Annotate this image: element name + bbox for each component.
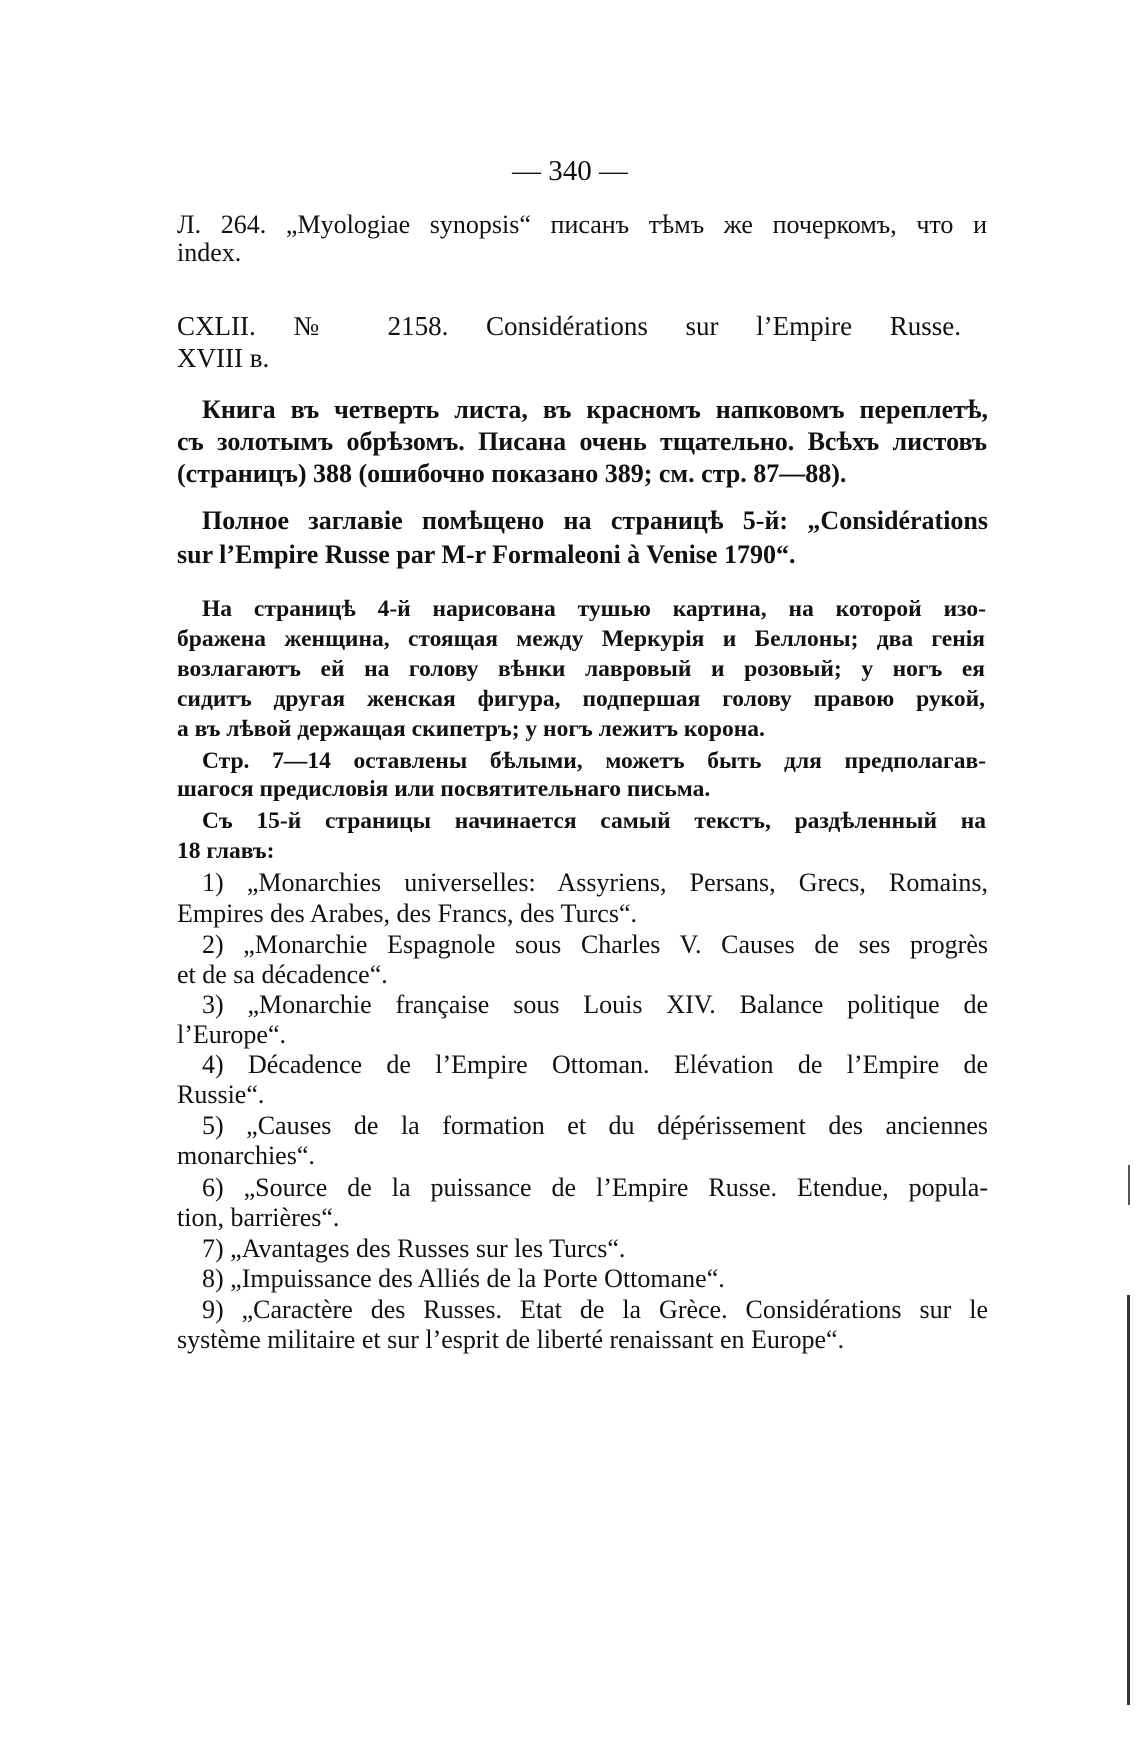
chapter-4-line-1: 4) Décadence de l’Empire Ottoman. Elévation de l’Empire de [202, 1050, 988, 1079]
chapter-6-line-2: tion, barrières“. [177, 1203, 340, 1232]
blank-pages-line-1: Стр. 7—14 оставлены бѣлыми, можетъ быть для предполагав- [202, 748, 986, 774]
chapter-7-line-1: 7) „Avantages des Russes sur les Turcs“. [202, 1234, 626, 1263]
full-title-line-1: Полное заглавіе помѣщено на страницѣ 5-й: „Considérations [202, 506, 988, 535]
full-title-line-2: sur l’Empire Russe par M-r Formaleoni à Venise 1790“. [177, 540, 796, 569]
entry-264-line-1: Л. 264. „Myologiae synopsis“ писанъ тѣмъ же почеркомъ, что и [177, 210, 987, 239]
chapter-6-line-1: 6) „Source de la puissance de l’Empire Russe. Etendue, popula- [202, 1173, 988, 1202]
picture-note-line-2: бражена женщина, стоящая между Меркурія и Беллоны; два генія [177, 626, 985, 652]
entry-264-line-2: index. [177, 238, 242, 267]
chapter-1-line-1: 1) „Monarchies universelles: Assyriens, Persans, Grecs, Romains, [202, 868, 988, 897]
chapter-5-line-1: 5) „Causes de la formation et du dépérissement des anciennes [202, 1111, 988, 1140]
catalog-heading-line-2: XVIII в. [177, 343, 270, 373]
text-start-line-2: 18 главъ: [177, 838, 275, 864]
chapter-9-line-1: 9) „Caractère des Russes. Etat de la Grèce. Considérations sur le [202, 1295, 988, 1324]
page-number: — 340 — [512, 155, 628, 187]
description-line-1: Книга въ четверть листа, въ красномъ напковомъ переплетѣ, [202, 395, 988, 424]
text-start-line-1: Съ 15-й страницы начинается самый текстъ, раздѣленный на [202, 808, 986, 834]
scan-edge-line [1127, 1295, 1130, 1705]
chapter-4-line-2: Russie“. [177, 1080, 265, 1109]
chapter-8-line-1: 8) „Impuissance des Alliés de la Porte Ottomane“. [202, 1264, 725, 1293]
chapter-9-line-2: système militaire et sur l’esprit de liberté renaissant en Europe“. [177, 1325, 845, 1354]
description-line-2: съ золотымъ обрѣзомъ. Писана очень тщательно. Всѣхъ листовъ [177, 427, 987, 456]
chapter-3-line-1: 3) „Monarchie française sous Louis XIV. Balance politique de [202, 990, 988, 1019]
description-line-3: (страницъ) 388 (ошибочно показано 389; см. стр. 87—88). [177, 459, 847, 488]
chapter-2-line-1: 2) „Monarchie Espagnole sous Charles V. Causes de ses progrès [202, 930, 988, 959]
picture-note-line-4: сидитъ другая женская фигура, подпершая голову правою рукой, [177, 686, 985, 712]
catalog-heading-line-1: CXLII. № 2158. Considérations sur l’Empire Russe. [177, 311, 961, 341]
chapter-1-line-2: Empires des Arabes, des Francs, des Turcs“. [177, 899, 637, 928]
picture-note-line-3: возлагаютъ ей на голову вѣнки лавровый и розовый; у ногъ ея [177, 656, 985, 682]
blank-pages-line-2: шагося предисловія или посвятительнаго письма. [177, 776, 711, 802]
chapter-2-line-2: et de sa décadence“. [177, 960, 388, 989]
chapter-5-line-2: monarchies“. [177, 1141, 315, 1170]
picture-note-line-1: На страницѣ 4-й нарисована тушью картина, на которой изо- [202, 596, 986, 622]
picture-note-line-5: а въ лѣвой держащая скипетръ; у ногъ лежитъ корона. [177, 716, 765, 742]
chapter-3-line-2: l’Europe“. [177, 1020, 287, 1049]
scan-edge-mark [1128, 1165, 1130, 1205]
